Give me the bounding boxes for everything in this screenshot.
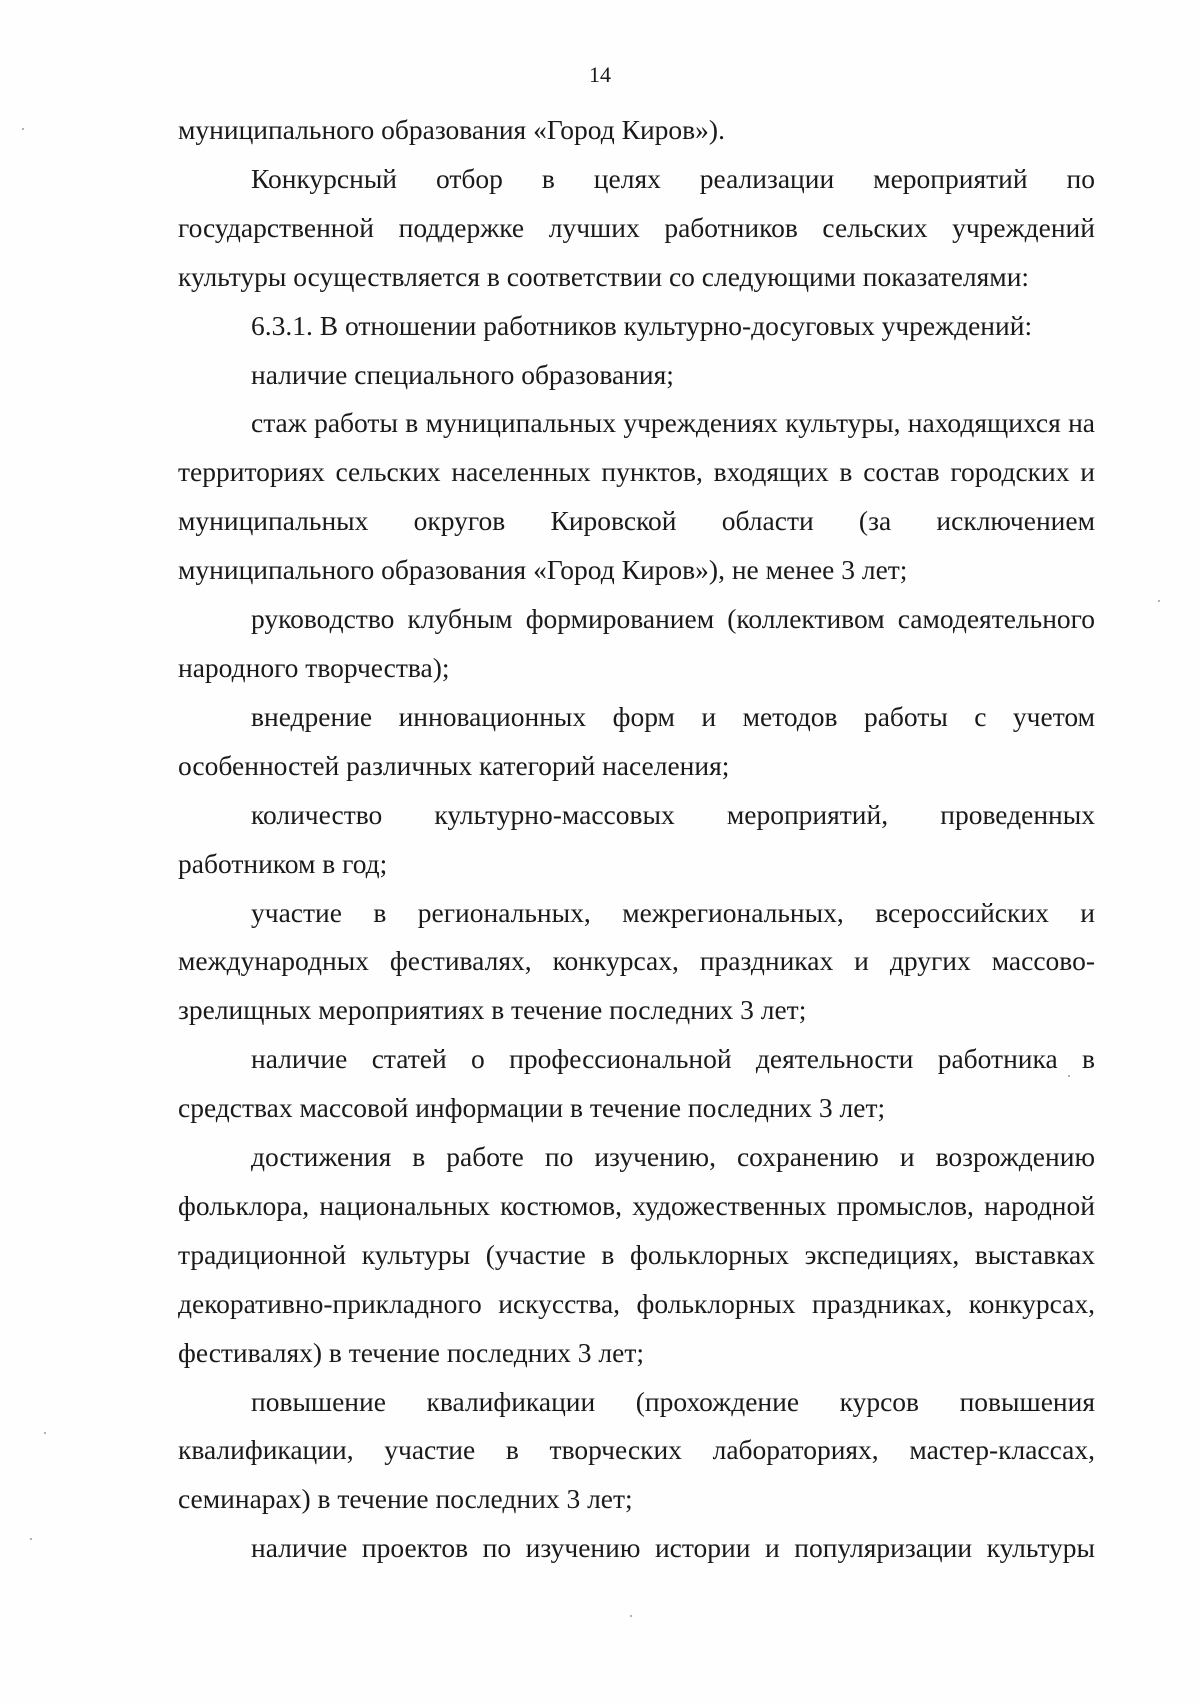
paragraph-criterion: участие в региональных, межрегиональных, всероссийских и международных фестивалях, конкурсах, праздниках и других массово-зрелищных мероприятиях в течение последних 3 лет;	[178, 896, 1095, 1026]
scan-speck	[22, 128, 24, 130]
paragraph-intro: Конкурсный отбор в целях реализации мероприятий по государственной поддержке лучших работников сельских учреждений культуры осуществляется в соответствии со следующими показателями:	[178, 162, 1095, 292]
scan-speck	[630, 1615, 632, 1617]
paragraph-criterion: руководство клубным формированием (коллективом самодеятельного народного творчества);	[178, 603, 1095, 683]
paragraph-criterion: внедрение инновационных форм и методов работы с учетом особенностей различных категорий населения;	[178, 700, 1095, 781]
scan-speck	[1068, 1075, 1070, 1077]
paragraph-continuation: муниципального образования «Город Киров»).	[178, 114, 725, 145]
scan-speck	[44, 1432, 46, 1434]
paragraph-criterion: количество культурно-массовых мероприятий, проведенных работником в год;	[178, 798, 1095, 879]
paragraph-criterion: достижения в работе по изучению, сохранению и возрождению фольклора, национальных костюмов, художественных промыслов, народной традиционной культуры (участие в фольклорных экспедициях, выставках декоративно-прикладного искусства, фольклорных праздниках, конкурсах, фестивалях) в течение последних 3 лет;	[178, 1141, 1095, 1368]
page-number: 14	[589, 62, 611, 87]
paragraph-section-heading: 6.3.1. В отношении работников культурно-досуговых учреждений:	[251, 309, 1033, 341]
paragraph-criterion: стаж работы в муниципальных учреждениях культуры, находящихся на территориях сельских населенных пунктов, входящих в состав городских и муниципальных округов Кировской области (за исключением муниципального образования «Город Киров»), не менее 3 лет;	[178, 407, 1095, 586]
scan-speck	[30, 1538, 32, 1540]
scan-speck	[1158, 600, 1160, 602]
paragraph-criterion: повышение квалификации (прохождение курсов повышения квалификации, участие в творческих лабораториях, мастер-классах, семинарах) в течение последних 3 лет;	[178, 1385, 1095, 1515]
paragraph-criterion: наличие статей о профессиональной деятельности работника в средствах массовой информации в течение последних 3 лет;	[178, 1043, 1095, 1124]
document-body	[178, 106, 1095, 1573]
paragraph-criterion-continued: наличие проектов по изучению истории и популяризации культуры	[251, 1532, 1095, 1564]
paragraph-criterion: наличие специального образования;	[251, 358, 674, 390]
